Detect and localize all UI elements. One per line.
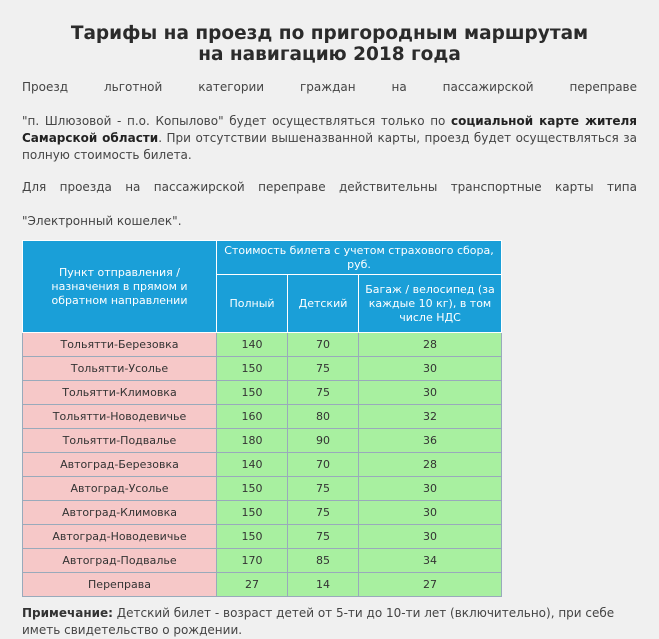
route-cell: Тольятти-Усолье	[23, 357, 217, 381]
baggage-price-cell: 30	[359, 501, 502, 525]
route-cell: Автоград-Усолье	[23, 477, 217, 501]
full-price-cell: 150	[217, 477, 288, 501]
full-price-cell: 27	[217, 573, 288, 597]
full-price-cell: 140	[217, 333, 288, 357]
table-row	[23, 501, 502, 525]
paragraph-1-line-1: Проезд льготной категории граждан на пассажирской переправе	[22, 80, 637, 94]
child-price-cell: 75	[288, 477, 359, 501]
paragraph-2-line-1: Для проезда на пассажирской переправе действительны транспортные карты типа	[22, 180, 637, 194]
title-line-1: Тарифы на проезд по пригородным маршрутам	[70, 23, 589, 44]
baggage-price-cell: 30	[359, 477, 502, 501]
table-row	[23, 549, 502, 573]
child-price-cell: 90	[288, 429, 359, 453]
baggage-price-cell: 27	[359, 573, 502, 597]
route-cell: Автоград-Березовка	[23, 453, 217, 477]
baggage-price-cell: 36	[359, 429, 502, 453]
full-price-cell: 150	[217, 525, 288, 549]
table-row	[23, 477, 502, 501]
child-column-header: Детский	[288, 275, 359, 333]
table-row	[23, 525, 502, 549]
baggage-column-header: Багаж / велосипед (за каждые 10 кг), в том числе НДС	[359, 275, 502, 333]
page-title	[0, 23, 659, 65]
table-row	[23, 405, 502, 429]
note-label: Примечание:	[22, 606, 113, 620]
route-cell: Тольятти-Березовка	[23, 333, 217, 357]
full-price-cell: 160	[217, 405, 288, 429]
child-price-cell: 70	[288, 333, 359, 357]
paragraph-2-line-2: "Электронный кошелек".	[22, 214, 182, 228]
paragraph-1-text-end: . При отсутствии вышеназванной карты, проезд будет осуществляться за полную стоимость билета.	[22, 131, 637, 162]
note-text: Детский билет - возраст детей от 5-ти до 10-ти лет (включительно), при себе иметь свидетельство о рождении.	[22, 606, 615, 637]
baggage-price-cell: 30	[359, 525, 502, 549]
fares-table	[22, 240, 502, 597]
child-price-cell: 75	[288, 501, 359, 525]
baggage-price-cell: 28	[359, 453, 502, 477]
route-cell: Автоград-Новодевичье	[23, 525, 217, 549]
route-cell: Тольятти-Климовка	[23, 381, 217, 405]
route-cell: Автоград-Подвалье	[23, 549, 217, 573]
child-price-cell: 80	[288, 405, 359, 429]
child-price-cell: 75	[288, 525, 359, 549]
full-price-cell: 170	[217, 549, 288, 573]
baggage-price-cell: 28	[359, 333, 502, 357]
child-price-cell: 70	[288, 453, 359, 477]
table-row	[23, 453, 502, 477]
full-price-cell: 150	[217, 381, 288, 405]
child-price-cell: 75	[288, 357, 359, 381]
paragraph-1-text-start: "п. Шлюзовой - п.о. Копылово" будет осуществляться только по	[22, 114, 452, 128]
baggage-price-cell: 34	[359, 549, 502, 573]
baggage-price-cell: 32	[359, 405, 502, 429]
full-column-header: Полный	[217, 275, 288, 333]
route-cell: Тольятти-Новодевичье	[23, 405, 217, 429]
child-price-cell: 14	[288, 573, 359, 597]
baggage-price-cell: 30	[359, 381, 502, 405]
table-row	[23, 333, 502, 357]
route-column-header: Пункт отправления / назначения в прямом и обратном направлении	[23, 241, 217, 333]
transport-card-paragraph	[22, 179, 637, 230]
full-price-cell: 150	[217, 357, 288, 381]
note	[22, 605, 637, 639]
route-cell: Переправа	[23, 573, 217, 597]
table-row	[23, 381, 502, 405]
full-price-cell: 150	[217, 501, 288, 525]
table-row	[23, 429, 502, 453]
full-price-cell: 180	[217, 429, 288, 453]
full-price-cell: 140	[217, 453, 288, 477]
table-row	[23, 357, 502, 381]
route-cell: Тольятти-Подвалье	[23, 429, 217, 453]
social-card-paragraph	[22, 79, 637, 164]
cost-column-header: Стоимость билета с учетом страхового сбора, руб.	[217, 241, 502, 275]
child-price-cell: 85	[288, 549, 359, 573]
route-cell: Автоград-Климовка	[23, 501, 217, 525]
title-line-2: на навигацию 2018 года	[198, 44, 461, 65]
table-row	[23, 573, 502, 597]
child-price-cell: 75	[288, 381, 359, 405]
baggage-price-cell: 30	[359, 357, 502, 381]
fares-table-body	[23, 333, 502, 597]
social-card-bold-text: социальной карте жителя Самарской области	[22, 114, 638, 145]
